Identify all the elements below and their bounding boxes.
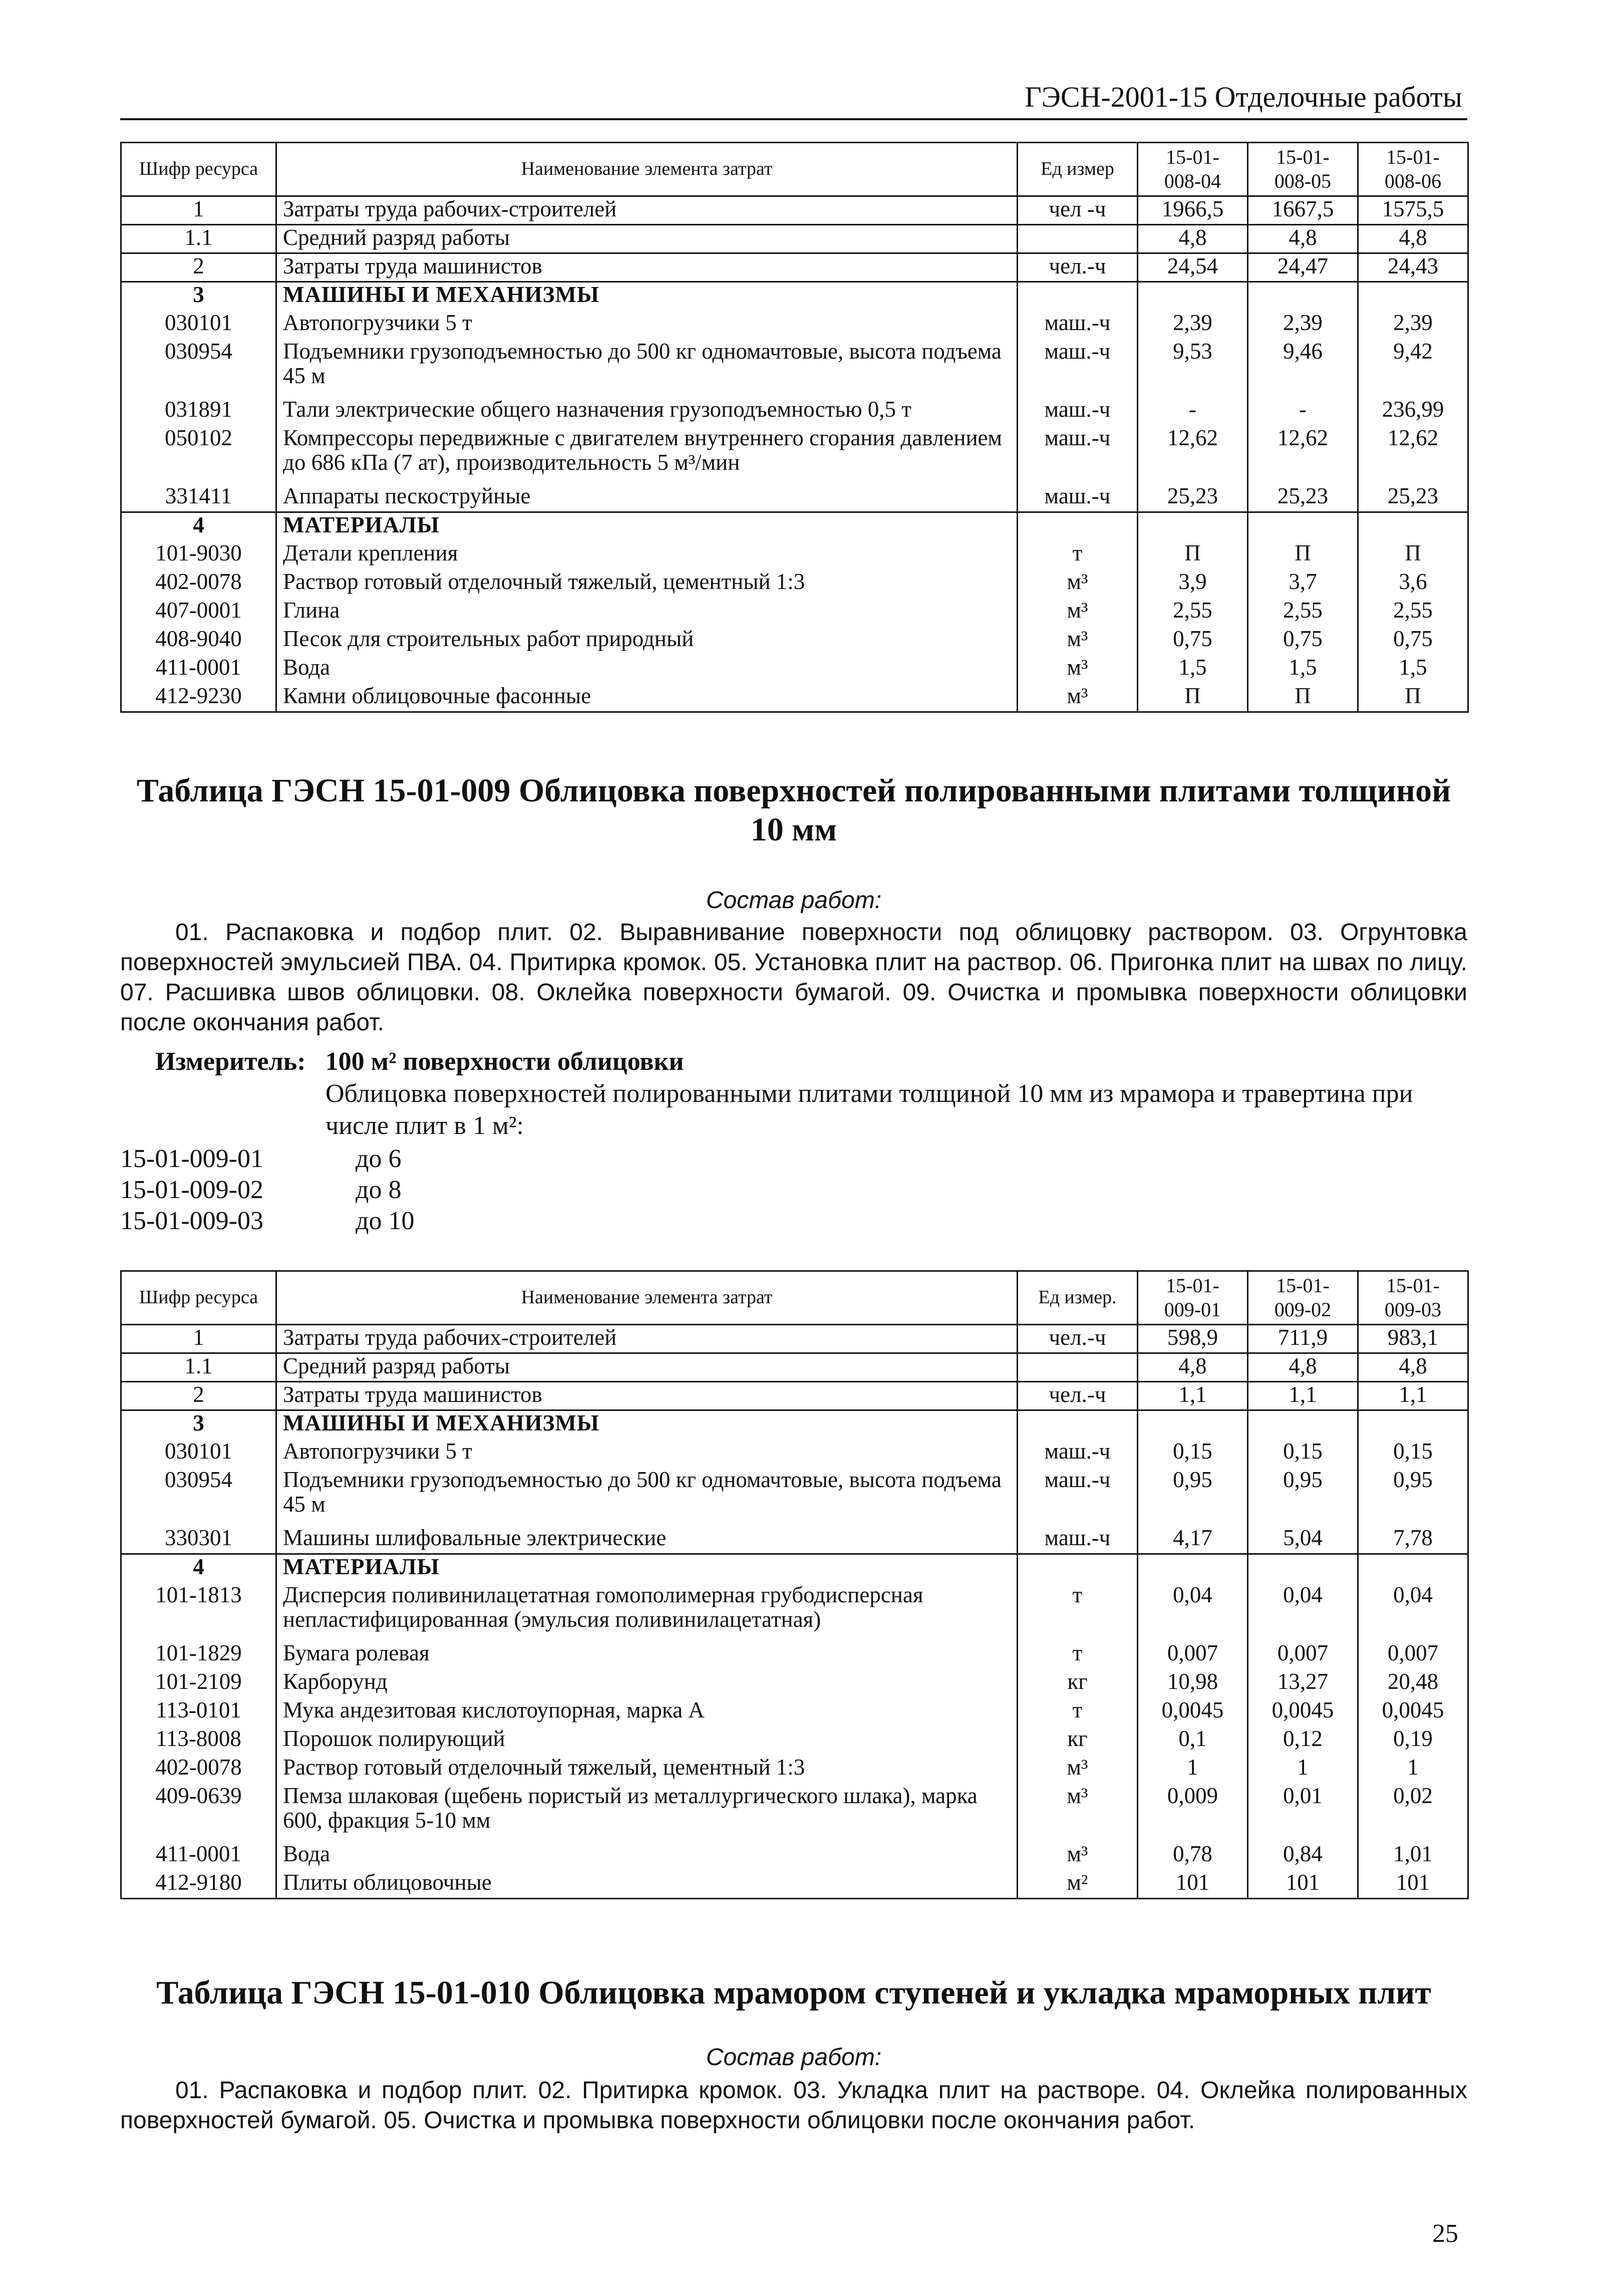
cell-value-3: 1,01 — [1358, 1842, 1468, 1870]
cell-value-1: 0,75 — [1138, 627, 1248, 655]
cell-value-1: 4,8 — [1138, 1353, 1248, 1382]
cell-name: Вода — [276, 1842, 1018, 1870]
spec-code-1: 15-01-009-01 — [120, 1144, 263, 1173]
table-row — [121, 282, 1468, 311]
cell-value-1: П — [1138, 541, 1248, 569]
cell-name: Раствор готовый отделочный тяжелый, цементный 1:3 — [276, 1755, 1018, 1784]
cell-code: 1 — [121, 1325, 276, 1353]
cell-value-2 — [1248, 512, 1358, 541]
cell-code: 409-0639 — [121, 1784, 276, 1842]
cell-unit: м³ — [1018, 627, 1138, 655]
cell-code: 030101 — [121, 1439, 276, 1468]
col-header-cipher: Шифр ресурса — [121, 1271, 276, 1325]
table-row — [121, 426, 1468, 484]
table-row — [121, 1641, 1468, 1669]
table-title-009 — [120, 771, 1467, 849]
spec-code-2: 15-01-009-02 — [120, 1176, 263, 1204]
cell-value-3: 12,62 — [1358, 426, 1468, 484]
cell-value-3: 2,55 — [1358, 598, 1468, 627]
table-row — [121, 1669, 1468, 1698]
cell-unit: маш.-ч — [1018, 339, 1138, 397]
cell-name: Детали крепления — [276, 541, 1018, 569]
table-row — [121, 1755, 1468, 1784]
cell-value-2 — [1248, 1554, 1358, 1583]
cell-name: Мука андезитовая кислотоупорная, марка А — [276, 1698, 1018, 1727]
cell-unit: кг — [1018, 1727, 1138, 1755]
cell-name: Бумага ролевая — [276, 1641, 1018, 1669]
cell-value-3: 0,02 — [1358, 1784, 1468, 1842]
cell-value-1: 3,9 — [1138, 569, 1248, 598]
cell-value-3: 0,007 — [1358, 1641, 1468, 1669]
col-header-name: Наименование элемента затрат — [276, 1271, 1018, 1325]
cell-value-3: 1,1 — [1358, 1382, 1468, 1410]
cell-name: Раствор готовый отделочный тяжелый, цементный 1:3 — [276, 569, 1018, 598]
cell-value-2: 0,84 — [1248, 1842, 1358, 1870]
cell-value-2: 0,01 — [1248, 1784, 1358, 1842]
cell-code: 030954 — [121, 1468, 276, 1526]
cell-unit: м³ — [1018, 569, 1138, 598]
cell-code: 030101 — [121, 311, 276, 339]
table-row — [121, 1870, 1468, 1899]
cell-code: 050102 — [121, 426, 276, 484]
cell-unit: м³ — [1018, 655, 1138, 684]
cell-value-3: 1,5 — [1358, 655, 1468, 684]
cell-value-3: 7,78 — [1358, 1526, 1468, 1554]
col-header-unit: Ед измер — [1018, 143, 1138, 196]
cell-code: 2 — [121, 253, 276, 282]
cell-code: 101-1829 — [121, 1641, 276, 1669]
cell-code: 412-9180 — [121, 1870, 276, 1899]
title-line-2: 10 мм — [750, 811, 837, 848]
cell-value-2: 0,15 — [1248, 1439, 1358, 1468]
cell-value-1: 2,39 — [1138, 311, 1248, 339]
table-row — [121, 484, 1468, 512]
cell-value-3: 9,42 — [1358, 339, 1468, 397]
cell-value-2: 101 — [1248, 1870, 1358, 1899]
cell-name: Автопогрузчики 5 т — [276, 1439, 1018, 1468]
cell-name: Плиты облицовочные — [276, 1870, 1018, 1899]
cell-unit: чел.-ч — [1018, 253, 1138, 282]
table-row — [121, 655, 1468, 684]
cell-value-3: 24,43 — [1358, 253, 1468, 282]
cell-value-3: П — [1358, 541, 1468, 569]
cell-code: 330301 — [121, 1526, 276, 1554]
spec-code-3: 15-01-009-03 — [120, 1207, 263, 1235]
cell-name: Затраты труда рабочих-строителей — [276, 1325, 1018, 1353]
cell-unit — [1018, 1353, 1138, 1382]
table-title-010: Таблица ГЭСН 15-01-010 Облицовка мрамором ступеней и укладка мраморных плит — [156, 1974, 1431, 2011]
table-row — [121, 1353, 1468, 1382]
table-row — [121, 397, 1468, 426]
spec-text-1: до 6 — [356, 1144, 402, 1173]
cell-unit: м³ — [1018, 598, 1138, 627]
cell-code: 113-0101 — [121, 1698, 276, 1727]
cell-name: Вода — [276, 655, 1018, 684]
cell-value-1: 0,95 — [1138, 1468, 1248, 1526]
cell-value-3: 0,15 — [1358, 1439, 1468, 1468]
cell-unit: маш.-ч — [1018, 484, 1138, 512]
col-header-norm-3: 15-01- 008-06 — [1358, 143, 1468, 196]
norm-description-text: Облицовка поверхностей полированными плитами толщиной 10 мм из мрамора и травертина при числе плит в 1 м²: — [326, 1079, 1413, 1140]
cell-value-2: 9,46 — [1248, 339, 1358, 397]
table-row — [121, 1842, 1468, 1870]
table-row — [121, 512, 1468, 541]
cell-name: МАШИНЫ И МЕХАНИЗМЫ — [276, 1410, 1018, 1439]
cell-value-2: 3,7 — [1248, 569, 1358, 598]
table-row — [121, 1698, 1468, 1727]
table-row — [121, 627, 1468, 655]
spec-text-2: до 8 — [356, 1176, 402, 1204]
cell-name: Затраты труда машинистов — [276, 253, 1018, 282]
cell-name: Порошок полирующий — [276, 1727, 1018, 1755]
col-header-norm-2: 15-01- 009-02 — [1248, 1271, 1358, 1325]
cell-name: Аппараты пескоструйные — [276, 484, 1018, 512]
cell-value-3 — [1358, 1554, 1468, 1583]
cell-unit: маш.-ч — [1018, 426, 1138, 484]
table-row — [121, 1439, 1468, 1468]
cell-name: Средний разряд работы — [276, 225, 1018, 253]
cell-value-1 — [1138, 512, 1248, 541]
table-row — [121, 339, 1468, 397]
cell-value-1: 1966,5 — [1138, 196, 1248, 225]
col-header-unit: Ед измер. — [1018, 1271, 1138, 1325]
cell-value-3: 0,75 — [1358, 627, 1468, 655]
cell-unit: кг — [1018, 1669, 1138, 1698]
work-composition-text: 01. Распаковка и подбор плит. 02. Выравнивание поверхности под облицовку раствором. 03. Огрунтовка поверхностей эмульсией ПВА. 04. Притирка кромок. 05. Установка плит на раствор. 06. Пригонка плит на швах по лицу. 07. Расшивка швов облицовки. 08. Оклейка поверхности бумагой. 09. Очистка и промывка поверхности облицовки после окончания работ. — [120, 919, 1467, 1036]
cell-value-2: 25,23 — [1248, 484, 1358, 512]
cell-unit: чел -ч — [1018, 196, 1138, 225]
cell-value-1: 1 — [1138, 1755, 1248, 1784]
table-row — [121, 569, 1468, 598]
cell-code: 411-0001 — [121, 655, 276, 684]
cell-value-3: 4,8 — [1358, 1353, 1468, 1382]
cell-value-1: 12,62 — [1138, 426, 1248, 484]
cell-value-1: 4,8 — [1138, 225, 1248, 253]
cell-unit: маш.-ч — [1018, 311, 1138, 339]
cell-value-3: 101 — [1358, 1870, 1468, 1899]
cell-name: Дисперсия поливинилацетатная гомополимерная грубодисперсная непластифицированная (эмульсия поливинилацетатная) — [276, 1583, 1018, 1641]
table-row — [121, 253, 1468, 282]
title-line-1: Таблица ГЭСН 15-01-009 Облицовка поверхностей полированными плитами толщиной — [136, 772, 1451, 809]
meter-line — [155, 1047, 684, 1076]
cell-value-1 — [1138, 282, 1248, 311]
cell-unit: маш.-ч — [1018, 1468, 1138, 1526]
cell-value-3 — [1358, 1410, 1468, 1439]
cell-unit: м³ — [1018, 684, 1138, 712]
norm-description — [326, 1078, 1467, 1142]
cell-value-1: 0,007 — [1138, 1641, 1248, 1669]
table-row — [121, 1325, 1468, 1353]
cell-value-1: 598,9 — [1138, 1325, 1248, 1353]
cell-name: Компрессоры передвижные с двигателем внутреннего сгорания давлением до 686 кПа (7 ат), производительность 5 м³/мин — [276, 426, 1018, 484]
cell-value-1: П — [1138, 684, 1248, 712]
cell-code: 411-0001 — [121, 1842, 276, 1870]
cell-value-2: 0,0045 — [1248, 1698, 1358, 1727]
cell-name: Затраты труда машинистов — [276, 1382, 1018, 1410]
cell-unit: маш.-ч — [1018, 1526, 1138, 1554]
cell-code: 031891 — [121, 397, 276, 426]
cell-name: Машины шлифовальные электрические — [276, 1526, 1018, 1554]
cell-value-3: 0,04 — [1358, 1583, 1468, 1641]
cell-value-2: 1,5 — [1248, 655, 1358, 684]
table-row — [121, 541, 1468, 569]
cell-value-3 — [1358, 512, 1468, 541]
cell-name: Автопогрузчики 5 т — [276, 311, 1018, 339]
cell-name: Песок для строительных работ природный — [276, 627, 1018, 655]
cell-name: Тали электрические общего назначения грузоподъемностью 0,5 т — [276, 397, 1018, 426]
cell-value-3: 25,23 — [1358, 484, 1468, 512]
cell-value-1: 0,15 — [1138, 1439, 1248, 1468]
cell-name: Затраты труда рабочих-строителей — [276, 196, 1018, 225]
cell-value-2: 5,04 — [1248, 1526, 1358, 1554]
cell-value-1: 1,1 — [1138, 1382, 1248, 1410]
cell-value-2 — [1248, 1410, 1358, 1439]
cell-value-2: 4,8 — [1248, 225, 1358, 253]
table-row — [121, 1410, 1468, 1439]
cell-value-3: 2,39 — [1358, 311, 1468, 339]
cell-value-3: 983,1 — [1358, 1325, 1468, 1353]
work-composition-label-010: Состав работ: — [706, 2044, 882, 2071]
cell-name: МАТЕРИАЛЫ — [276, 1554, 1018, 1583]
cell-unit — [1018, 1554, 1138, 1583]
table-row — [121, 225, 1468, 253]
cell-code: 408-9040 — [121, 627, 276, 655]
cell-value-2: 1667,5 — [1248, 196, 1358, 225]
cell-code: 101-2109 — [121, 1669, 276, 1698]
cell-code: 1.1 — [121, 1353, 276, 1382]
table-row — [121, 1727, 1468, 1755]
cell-code: 331411 — [121, 484, 276, 512]
resource-table-008 — [120, 142, 1469, 713]
cell-value-1: 10,98 — [1138, 1669, 1248, 1698]
table-row — [121, 684, 1468, 712]
cell-value-2: 13,27 — [1248, 1669, 1358, 1698]
cell-code: 4 — [121, 1554, 276, 1583]
cell-code: 402-0078 — [121, 1755, 276, 1784]
table-row — [121, 311, 1468, 339]
cell-value-2: 1,1 — [1248, 1382, 1358, 1410]
cell-value-1: 2,55 — [1138, 598, 1248, 627]
cell-code: 3 — [121, 282, 276, 311]
table-row — [121, 598, 1468, 627]
cell-value-3: 1575,5 — [1358, 196, 1468, 225]
cell-code: 1 — [121, 196, 276, 225]
cell-code: 101-9030 — [121, 541, 276, 569]
cell-value-2: 711,9 — [1248, 1325, 1358, 1353]
col-header-norm-2: 15-01- 008-05 — [1248, 143, 1358, 196]
cell-value-1: - — [1138, 397, 1248, 426]
work-composition-label: Состав работ: — [706, 887, 882, 914]
cell-value-2: 0,007 — [1248, 1641, 1358, 1669]
col-header-name: Наименование элемента затрат — [276, 143, 1018, 196]
cell-value-1: 0,0045 — [1138, 1698, 1248, 1727]
cell-name: Карборунд — [276, 1669, 1018, 1698]
cell-value-1: 0,009 — [1138, 1784, 1248, 1842]
cell-value-3: 3,6 — [1358, 569, 1468, 598]
cell-value-2: 0,04 — [1248, 1583, 1358, 1641]
cell-value-1: 101 — [1138, 1870, 1248, 1899]
cell-value-1 — [1138, 1410, 1248, 1439]
cell-name: Камни облицовочные фасонные — [276, 684, 1018, 712]
col-header-cipher: Шифр ресурса — [121, 143, 276, 196]
cell-value-2: 0,12 — [1248, 1727, 1358, 1755]
cell-name: Подъемники грузоподъемностью до 500 кг одномачтовые, высота подъема 45 м — [276, 1468, 1018, 1526]
cell-value-3: 236,99 — [1358, 397, 1468, 426]
cell-value-2: П — [1248, 541, 1358, 569]
table-row — [121, 1583, 1468, 1641]
cell-unit: чел.-ч — [1018, 1382, 1138, 1410]
cell-unit: маш.-ч — [1018, 1439, 1138, 1468]
cell-code: 4 — [121, 512, 276, 541]
cell-unit: т — [1018, 1698, 1138, 1727]
cell-unit — [1018, 512, 1138, 541]
cell-value-2 — [1248, 282, 1358, 311]
table-row — [121, 1468, 1468, 1526]
cell-value-1: 1,5 — [1138, 655, 1248, 684]
cell-unit: м³ — [1018, 1755, 1138, 1784]
col-header-norm-1: 15-01- 009-01 — [1138, 1271, 1248, 1325]
cell-code: 113-8008 — [121, 1727, 276, 1755]
cell-value-2: 2,39 — [1248, 311, 1358, 339]
cell-name: Глина — [276, 598, 1018, 627]
col-header-norm-3: 15-01- 009-03 — [1358, 1271, 1468, 1325]
cell-value-1 — [1138, 1554, 1248, 1583]
cell-value-1: 0,78 — [1138, 1842, 1248, 1870]
meter-label: Измеритель: — [155, 1047, 306, 1076]
cell-code: 3 — [121, 1410, 276, 1439]
cell-value-1: 25,23 — [1138, 484, 1248, 512]
cell-name: Подъемники грузоподъемностью до 500 кг одномачтовые, высота подъема 45 м — [276, 339, 1018, 397]
cell-value-2: 12,62 — [1248, 426, 1358, 484]
cell-value-2: 24,47 — [1248, 253, 1358, 282]
cell-unit — [1018, 225, 1138, 253]
table-row — [121, 1784, 1468, 1842]
table-row — [121, 1554, 1468, 1583]
cell-unit — [1018, 282, 1138, 311]
cell-code: 101-1813 — [121, 1583, 276, 1641]
cell-value-3: П — [1358, 684, 1468, 712]
cell-unit: м² — [1018, 1870, 1138, 1899]
cell-value-1: 0,04 — [1138, 1583, 1248, 1641]
cell-value-2: 1 — [1248, 1755, 1358, 1784]
cell-unit: т — [1018, 1583, 1138, 1641]
work-composition-text-010: 01. Распаковка и подбор плит. 02. Притирка кромок. 03. Укладка плит на растворе. 04. Оклейка полированных поверхностей бумагой. 05. Очистка и промывка поверхности облицовки после окончания работ. — [120, 2077, 1467, 2134]
table-row — [121, 1382, 1468, 1410]
col-header-norm-1: 15-01- 008-04 — [1138, 143, 1248, 196]
cell-value-1: 24,54 — [1138, 253, 1248, 282]
cell-value-2: 0,75 — [1248, 627, 1358, 655]
cell-value-3 — [1358, 282, 1468, 311]
cell-value-1: 4,17 — [1138, 1526, 1248, 1554]
cell-value-2: - — [1248, 397, 1358, 426]
cell-code: 412-9230 — [121, 684, 276, 712]
cell-name: Пемза шлаковая (щебень пористый из металлургического шлака), марка 600, фракция 5-10 мм — [276, 1784, 1018, 1842]
cell-unit: м³ — [1018, 1784, 1138, 1842]
page-number: 25 — [1432, 2219, 1458, 2248]
cell-name: Средний разряд работы — [276, 1353, 1018, 1382]
table-row — [121, 196, 1468, 225]
cell-code: 2 — [121, 1382, 276, 1410]
cell-name: МАТЕРИАЛЫ — [276, 512, 1018, 541]
cell-value-1: 0,1 — [1138, 1727, 1248, 1755]
cell-value-2: 0,95 — [1248, 1468, 1358, 1526]
cell-value-3: 4,8 — [1358, 225, 1468, 253]
cell-value-2: 2,55 — [1248, 598, 1358, 627]
meter-value: 100 м² поверхности облицовки — [325, 1047, 684, 1076]
cell-code: 407-0001 — [121, 598, 276, 627]
running-header: ГЭСН-2001-15 Отделочные работы — [1025, 81, 1462, 113]
cell-code: 1.1 — [121, 225, 276, 253]
cell-value-2: П — [1248, 684, 1358, 712]
table-row — [121, 1526, 1468, 1554]
cell-unit: маш.-ч — [1018, 397, 1138, 426]
cell-value-3: 0,95 — [1358, 1468, 1468, 1526]
cell-unit: чел.-ч — [1018, 1325, 1138, 1353]
resource-table-009 — [120, 1270, 1469, 1899]
cell-value-3: 1 — [1358, 1755, 1468, 1784]
cell-value-2: 4,8 — [1248, 1353, 1358, 1382]
cell-unit: т — [1018, 1641, 1138, 1669]
cell-unit: т — [1018, 541, 1138, 569]
cell-code: 030954 — [121, 339, 276, 397]
cell-value-1: 9,53 — [1138, 339, 1248, 397]
cell-value-3: 0,0045 — [1358, 1698, 1468, 1727]
cell-value-3: 0,19 — [1358, 1727, 1468, 1755]
cell-code: 402-0078 — [121, 569, 276, 598]
cell-unit: м³ — [1018, 1842, 1138, 1870]
cell-name: МАШИНЫ И МЕХАНИЗМЫ — [276, 282, 1018, 311]
cell-unit — [1018, 1410, 1138, 1439]
spec-text-3: до 10 — [356, 1207, 415, 1235]
header-rule — [120, 118, 1467, 120]
cell-value-3: 20,48 — [1358, 1669, 1468, 1698]
